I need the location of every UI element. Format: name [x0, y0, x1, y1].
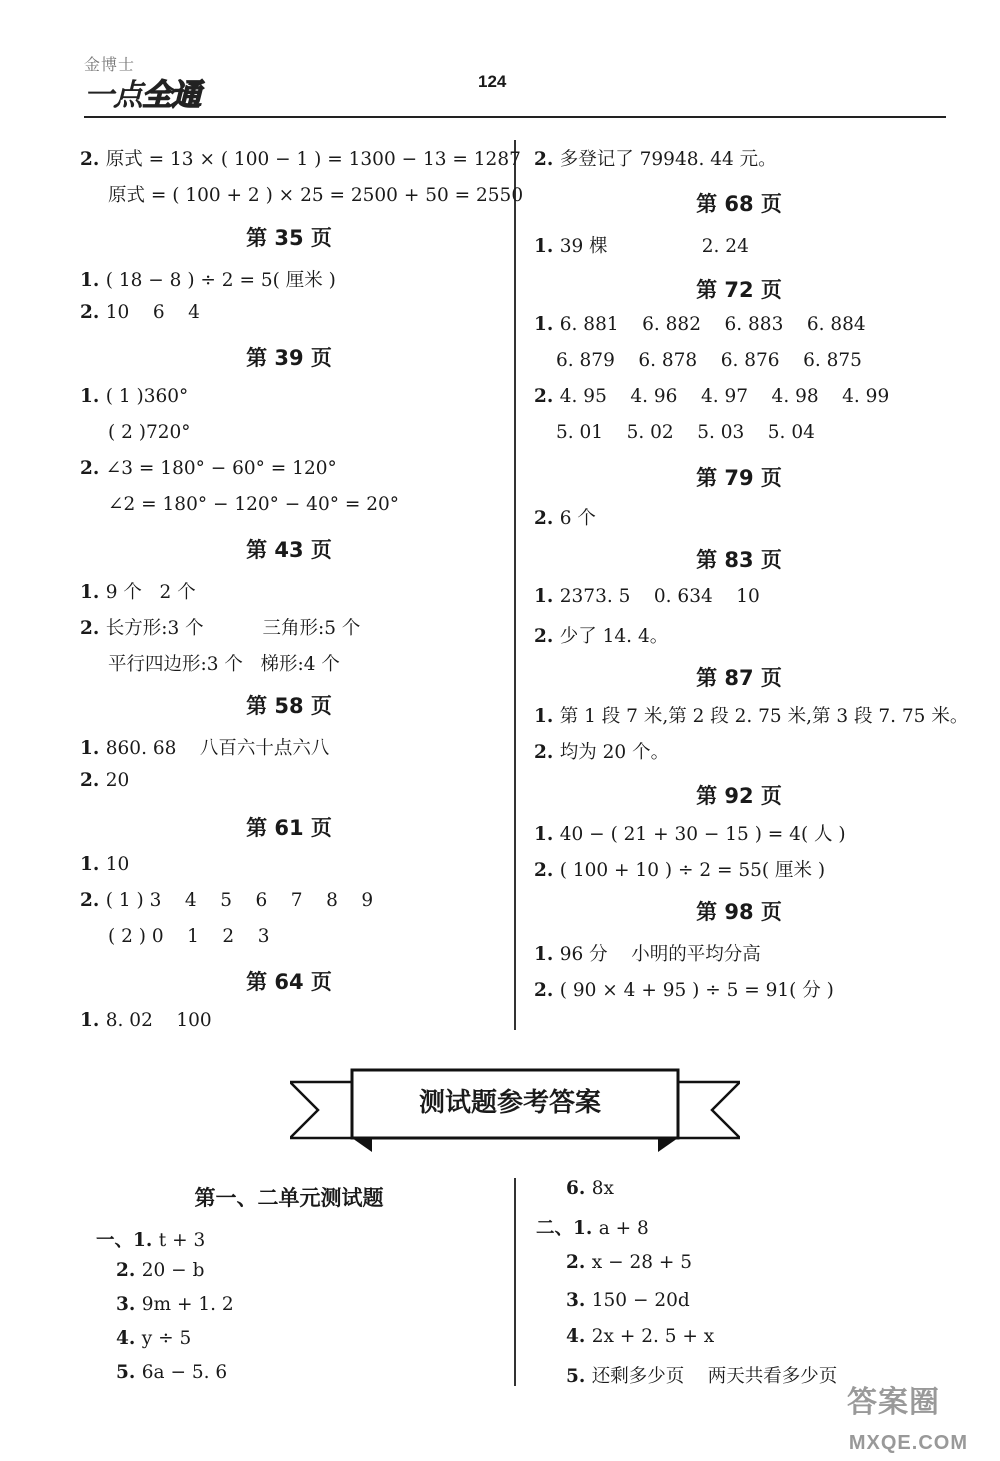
header-divider	[84, 116, 946, 118]
page-number: 124	[478, 72, 507, 91]
answer-text: 6. 879 6. 878 6. 876 6. 875	[556, 350, 862, 371]
answer-line	[80, 890, 373, 911]
answer-line	[534, 586, 760, 607]
answer-number: 1.	[80, 738, 106, 759]
logo-main-text	[84, 70, 200, 114]
answer-number: 3.	[566, 1290, 592, 1311]
section-heading: 第 72 页	[696, 278, 782, 302]
section-heading: 第 79 页	[696, 466, 782, 490]
logo-top-text: 金博士	[84, 55, 136, 74]
section-heading: 第 43 页	[246, 538, 332, 562]
answer-number: 2.	[566, 1252, 592, 1273]
answer-number: 1.	[534, 314, 560, 335]
answer-line	[534, 856, 825, 882]
answer-number: 2.	[534, 508, 560, 529]
answer-number: 二、1.	[536, 1218, 599, 1239]
answer-line	[80, 578, 196, 604]
answer-text: 150 − 20d	[591, 1290, 690, 1311]
answer-number: 1.	[80, 582, 106, 603]
answer-text: 少了 14. 4。	[559, 626, 669, 647]
publisher-logo	[84, 52, 234, 113]
answer-line	[556, 422, 815, 443]
answer-number: 2.	[534, 980, 560, 1001]
answer-line	[536, 1214, 649, 1240]
answer-text: 第 1 段 7 米,第 2 段 2. 75 米,第 3 段 7. 75 米。	[559, 706, 969, 727]
answer-text: 860. 68 八百六十点六八	[105, 738, 330, 759]
answer-text: 96 分 小明的平均分高	[559, 944, 761, 965]
answer-text: ( 100 + 10 ) ÷ 2 = 55( 厘米 )	[559, 860, 826, 881]
answer-line	[116, 1294, 234, 1315]
answer-line	[108, 494, 399, 515]
answer-text: 39 棵 2. 24	[559, 236, 749, 257]
answer-text: 5. 01 5. 02 5. 03 5. 04	[556, 422, 815, 443]
section-heading: 第 39 页	[246, 346, 332, 370]
answer-number: 2.	[80, 458, 106, 479]
answer-line	[534, 738, 669, 764]
answer-text: ( 2 )720°	[108, 422, 191, 443]
answer-text: 10	[105, 854, 130, 875]
answer-line	[566, 1290, 690, 1311]
answer-text: 20 − b	[141, 1260, 205, 1281]
answer-number: 2.	[80, 890, 106, 911]
answer-text: ∠3 = 180° − 60° = 120°	[105, 458, 337, 479]
section-heading: 第 87 页	[696, 666, 782, 690]
answer-line	[108, 181, 523, 207]
section-heading: 第 64 页	[246, 970, 332, 994]
answer-text: 还剩多少页 两天共看多少页	[591, 1366, 838, 1387]
answer-text: a + 8	[598, 1218, 649, 1239]
section-heading: 第 35 页	[246, 226, 332, 250]
answer-line	[108, 422, 191, 443]
answer-line	[556, 350, 862, 371]
section-heading: 第 98 页	[696, 900, 782, 924]
answer-line	[534, 145, 777, 171]
answer-text: 原式 = ( 100 + 2 ) × 25 = 2500 + 50 = 2550	[108, 185, 524, 206]
answer-line	[566, 1362, 837, 1388]
answer-line	[534, 820, 846, 846]
column-divider-bottom	[514, 1178, 516, 1386]
answer-number: 2.	[534, 742, 560, 763]
answer-number: 2.	[80, 618, 106, 639]
answer-number: 5.	[116, 1362, 142, 1383]
watermark-label: 答案圈	[847, 1386, 940, 1419]
answer-line	[534, 504, 596, 530]
answer-line	[80, 854, 129, 875]
answer-line	[80, 458, 337, 479]
answer-text: ∠2 = 180° − 120° − 40° = 20°	[108, 494, 400, 515]
answer-line	[534, 702, 968, 728]
answer-text: 20	[105, 770, 130, 791]
answer-number: 4.	[116, 1328, 142, 1349]
answer-line	[80, 145, 521, 171]
watermark-url: MXQE.COM	[848, 1432, 968, 1454]
answer-line	[108, 926, 270, 947]
answer-number: 1.	[534, 944, 560, 965]
answer-line	[80, 734, 329, 760]
answer-number: 4.	[566, 1326, 592, 1347]
answer-text: ( 90 × 4 + 95 ) ÷ 5 = 91( 分 )	[559, 980, 834, 1001]
answer-text: 6. 881 6. 882 6. 883 6. 884	[559, 314, 866, 335]
answer-number: 1.	[80, 270, 106, 291]
answer-text: 2373. 5 0. 634 10	[559, 586, 760, 607]
section-heading: 第 68 页	[696, 192, 782, 216]
answer-number: 1.	[534, 706, 560, 727]
logo-main-part2: 全通	[142, 78, 200, 113]
answer-number: 6.	[566, 1178, 592, 1199]
answer-line	[534, 940, 761, 966]
answer-number: 2.	[116, 1260, 142, 1281]
answer-line	[96, 1226, 205, 1252]
answer-line	[534, 622, 668, 648]
answer-number: 2.	[534, 386, 560, 407]
answer-line	[80, 1010, 212, 1031]
column-divider-top	[514, 140, 516, 1030]
answer-number: 1.	[534, 586, 560, 607]
answer-line	[80, 266, 336, 292]
logo-main-part1: 一点	[84, 78, 142, 113]
answer-line	[534, 386, 889, 407]
answer-text: y ÷ 5	[141, 1328, 192, 1349]
answer-line	[566, 1252, 692, 1273]
answer-text: 6 个	[559, 508, 596, 529]
answer-text: 2x + 2. 5 + x	[591, 1326, 715, 1347]
answer-number: 1.	[80, 1010, 106, 1031]
answer-line	[116, 1260, 204, 1281]
answer-text: 40 − ( 21 + 30 − 15 ) = 4( 人 )	[559, 824, 846, 845]
answer-number: 2.	[80, 770, 106, 791]
answer-line	[534, 314, 866, 335]
answer-number: 2.	[534, 149, 560, 170]
answer-line	[534, 976, 834, 1002]
answer-number: 1.	[534, 824, 560, 845]
answer-text: t + 3	[158, 1230, 206, 1251]
answer-number: 5.	[566, 1366, 592, 1387]
answer-line	[116, 1362, 227, 1383]
answer-text: 平行四边形:3 个 梯形:4 个	[108, 654, 340, 675]
answer-line	[566, 1326, 714, 1347]
answer-text: ( 18 − 8 ) ÷ 2 = 5( 厘米 )	[105, 270, 336, 291]
answer-text: 9m + 1. 2	[141, 1294, 234, 1315]
answer-text: 8x	[591, 1178, 614, 1199]
answer-line	[80, 302, 200, 323]
answer-line	[116, 1328, 191, 1349]
answer-number: 3.	[116, 1294, 142, 1315]
answer-number: 1.	[80, 386, 106, 407]
answer-line	[534, 232, 749, 258]
answer-line	[80, 614, 360, 640]
answer-text: ( 2 ) 0 1 2 3	[108, 926, 270, 947]
answer-text: 10 6 4	[105, 302, 200, 323]
answer-number: 一、1.	[96, 1230, 159, 1251]
banner-title: 测试题参考答案	[418, 1088, 601, 1118]
answer-number: 1.	[534, 236, 560, 257]
answer-text: 4. 95 4. 96 4. 97 4. 98 4. 99	[559, 386, 890, 407]
answer-number: 1.	[80, 854, 106, 875]
answer-text: 8. 02 100	[105, 1010, 212, 1031]
answer-text: 均为 20 个。	[559, 742, 670, 763]
answer-line	[108, 650, 340, 676]
section-heading: 第 92 页	[696, 784, 782, 808]
ribbon-right-fold	[658, 1138, 678, 1152]
answer-number: 2.	[534, 626, 560, 647]
answer-number: 2.	[534, 860, 560, 881]
section-heading: 第一、二单元测试题	[194, 1186, 384, 1210]
answer-text: 9 个 2 个	[105, 582, 196, 603]
answer-text: 6a − 5. 6	[141, 1362, 228, 1383]
answer-text: 长方形:3 个 三角形:5 个	[105, 618, 361, 639]
answer-text: ( 1 )360°	[105, 386, 189, 407]
answer-line	[566, 1178, 614, 1199]
answer-line	[80, 386, 188, 407]
answer-text: 原式 = 13 × ( 100 − 1 ) = 1300 − 13 = 1287	[105, 149, 521, 170]
answer-text: 多登记了 79948. 44 元。	[559, 149, 777, 170]
answer-number: 2.	[80, 302, 106, 323]
section-heading: 第 58 页	[246, 694, 332, 718]
section-heading: 第 83 页	[696, 548, 782, 572]
answer-text: x − 28 + 5	[591, 1252, 693, 1273]
section-heading: 第 61 页	[246, 816, 332, 840]
ribbon-left-fold	[352, 1138, 372, 1152]
answer-line	[80, 770, 129, 791]
answer-number: 2.	[80, 149, 106, 170]
answer-text: ( 1 ) 3 4 5 6 7 8 9	[105, 890, 374, 911]
